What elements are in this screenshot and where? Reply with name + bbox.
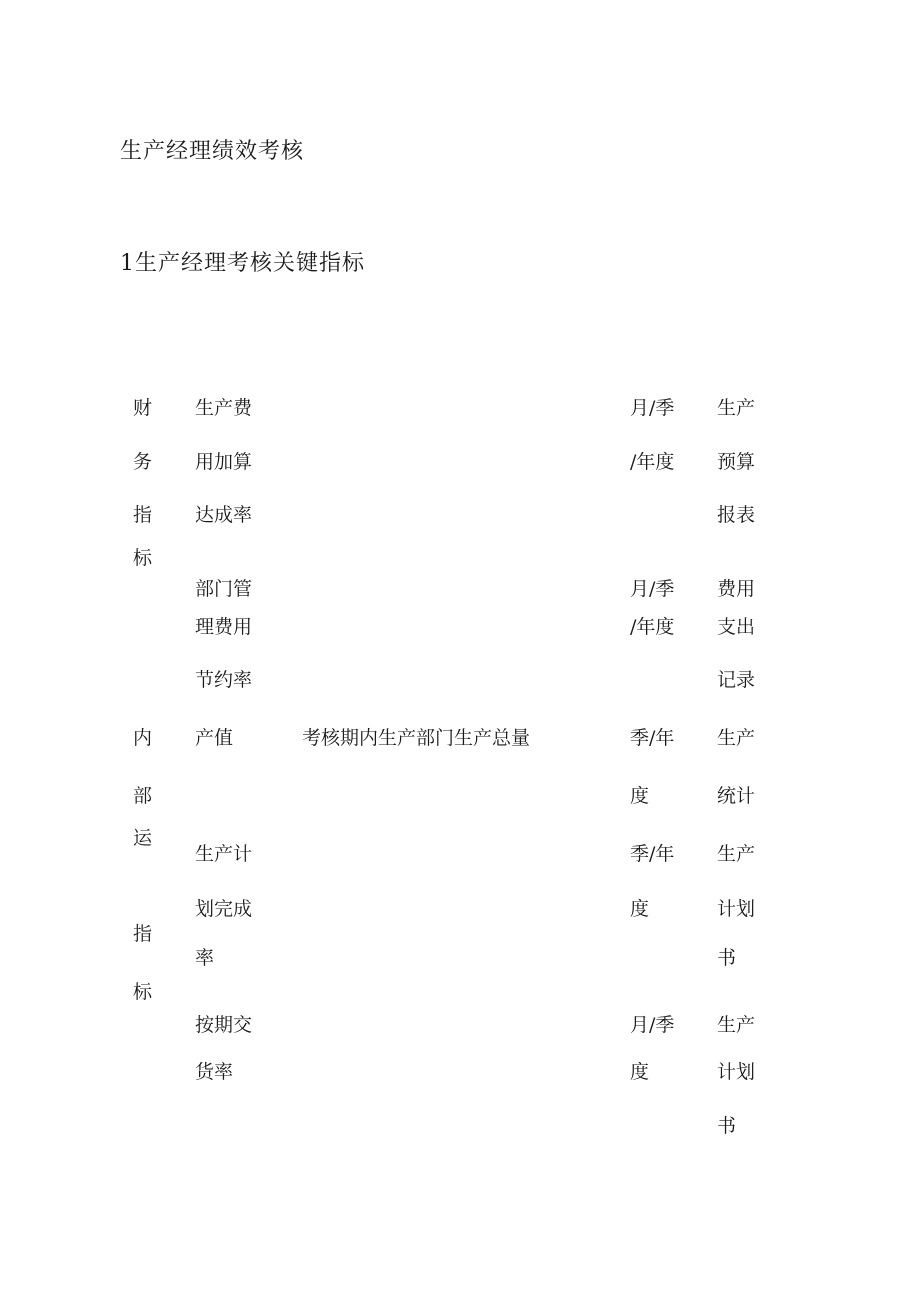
source-line: 统计	[717, 785, 756, 807]
indicator-name-line: 理费用	[195, 616, 253, 638]
category-internal-char: 标	[133, 981, 153, 1003]
source-line: 记录	[717, 669, 756, 691]
period-line: 度	[630, 785, 650, 807]
document-title: 生产经理绩效考核	[120, 139, 305, 164]
indicator-name-line: 部门管	[195, 578, 253, 600]
category-internal-char: 指	[133, 923, 153, 945]
indicator-definition: 考核期内生产部门生产总量	[302, 727, 531, 749]
category-financial-char: 务	[133, 451, 153, 473]
category-internal-char: 部	[133, 785, 153, 807]
source-line: 计划	[717, 1061, 756, 1083]
source-line: 支出	[717, 616, 756, 638]
indicator-name-line: 产值	[195, 727, 234, 749]
section-heading: 1生产经理考核关键指标	[120, 251, 365, 276]
indicator-name-line: 按期交	[195, 1014, 253, 1036]
period-line: 月/季	[630, 1014, 675, 1036]
indicator-name-line: 达成率	[195, 504, 253, 526]
period-line: /年度	[630, 616, 675, 638]
category-financial-char: 指	[133, 504, 153, 526]
period-line: 度	[630, 1061, 650, 1083]
source-line: 生产	[717, 1014, 756, 1036]
category-financial-char: 标	[133, 547, 153, 569]
indicator-name-line: 划完成	[195, 898, 253, 920]
source-line: 生产	[717, 843, 756, 865]
source-line: 生产	[717, 397, 756, 419]
indicator-name-line: 生产费	[195, 397, 253, 419]
indicator-name-line: 生产计	[195, 843, 253, 865]
category-internal-char: 运	[133, 827, 153, 849]
period-line: 度	[630, 898, 650, 920]
period-line: 季/年	[630, 727, 675, 749]
period-line: 季/年	[630, 843, 675, 865]
period-line: 月/季	[630, 397, 675, 419]
category-financial-char: 财	[133, 397, 153, 419]
period-line: 月/季	[630, 578, 675, 600]
source-line: 费用	[717, 578, 756, 600]
source-line: 报表	[717, 504, 756, 526]
indicator-name-line: 节约率	[195, 669, 253, 691]
source-line: 生产	[717, 727, 756, 749]
indicator-name-line: 用加算	[195, 451, 253, 473]
source-line: 预算	[717, 451, 756, 473]
source-line: 计划	[717, 898, 756, 920]
source-line: 书	[717, 1115, 737, 1137]
indicator-name-line: 货率	[195, 1061, 234, 1083]
category-internal-char: 内	[133, 727, 153, 749]
indicator-name-line: 率	[195, 947, 215, 969]
source-line: 书	[717, 947, 737, 969]
period-line: /年度	[630, 451, 675, 473]
